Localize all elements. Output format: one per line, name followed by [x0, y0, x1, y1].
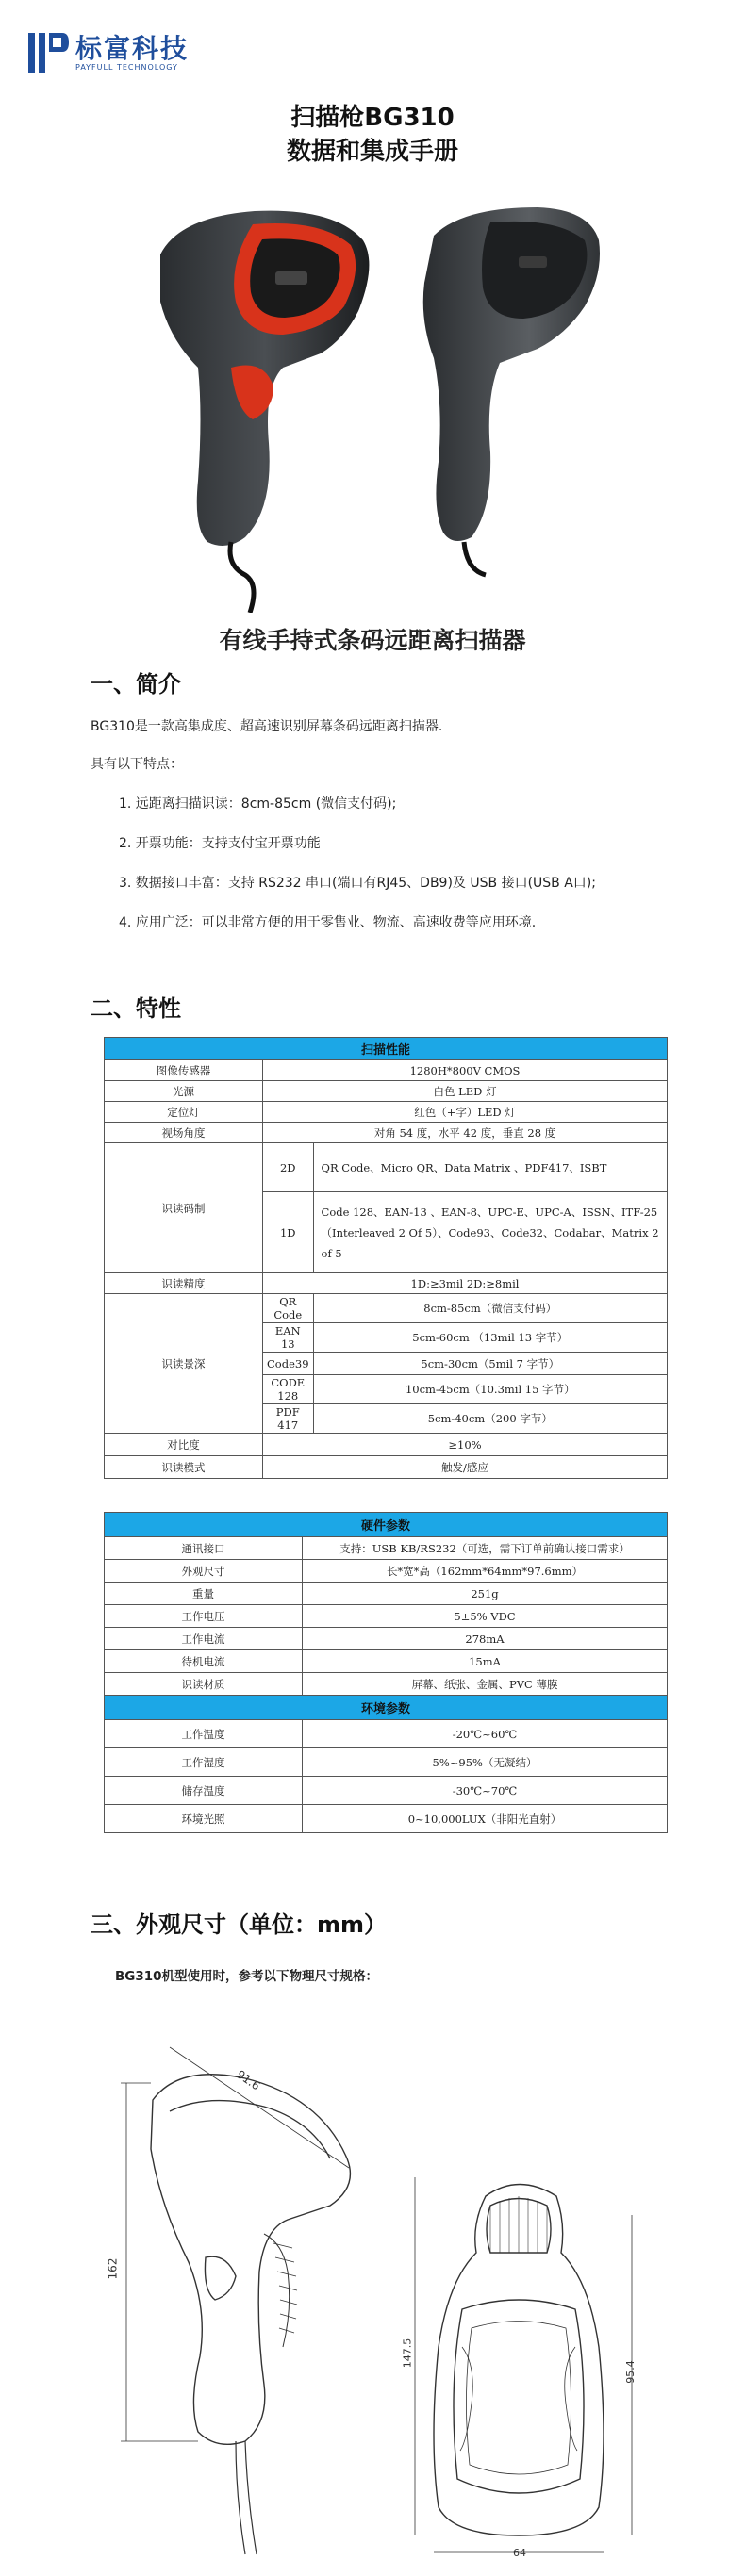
logo-tagline: PAYFULL TECHNOLOGY: [75, 62, 178, 72]
side-view-drawing: [94, 2026, 377, 2568]
table-cell: 屏幕、纸张、金属、PVC 薄膜: [303, 1673, 668, 1696]
table-cell: 1D:≥3mil 2D:≥8mil: [263, 1273, 668, 1294]
logo-icon: [26, 29, 70, 76]
table-cell: EAN 13: [263, 1323, 314, 1353]
table-cell: 1280H*800V CMOS: [263, 1060, 668, 1081]
table-cell: 2D: [263, 1143, 314, 1192]
table-cell: 支持：USB KB/RS232（可选，需下订单前确认接口需求）: [303, 1537, 668, 1560]
table-cell: 外观尺寸: [105, 1560, 303, 1583]
table-cell: 5±5% VDC: [303, 1605, 668, 1628]
table-cell: 识读材质: [105, 1673, 303, 1696]
table-cell: 8cm-85cm（微信支付码）: [313, 1294, 667, 1323]
height-dimension: 162: [106, 2257, 120, 2280]
table-cell: ≥10%: [263, 1434, 668, 1456]
scan-performance-table: [104, 1037, 668, 1479]
feature-item: 3. 数据接口丰富：支持 RS232 串口(端口有RJ45、DB9)及 USB 接口(USB A口);: [119, 876, 596, 891]
table-cell: 重量: [105, 1583, 303, 1605]
table-cell: 白色 LED 灯: [263, 1081, 668, 1102]
table-header: 环境参数: [105, 1696, 668, 1720]
table-cell: -20℃~60℃: [303, 1720, 668, 1748]
scanner-photo-side: [396, 198, 613, 616]
doc-subtitle: 数据和集成手册: [286, 138, 458, 166]
doc-title: 扫描枪BG310: [290, 104, 455, 132]
table-cell: 15mA: [303, 1650, 668, 1673]
logo-name: 标富科技: [75, 32, 190, 64]
hardware-table: [104, 1512, 668, 1833]
table-cell: 5cm-30cm（5mil 7 字节）: [313, 1353, 667, 1375]
section-intro-heading: 一、简介: [91, 671, 181, 697]
table-cell: 定位灯: [105, 1102, 263, 1123]
table-cell: 工作电流: [105, 1628, 303, 1650]
section-dimensions-heading: 三、外观尺寸（单位：mm）: [91, 1911, 388, 1938]
front-height-dimension: 147.5: [401, 2338, 414, 2369]
table-header: 扫描性能: [105, 1038, 668, 1060]
features-label: 具有以下特点：: [91, 757, 183, 772]
table-cell: 识读精度: [105, 1273, 263, 1294]
dimensions-note: BG310机型使用时，参考以下物理尺寸规格：: [115, 1969, 379, 1984]
feature-item: 2. 开票功能：支持支付宝开票功能: [119, 836, 321, 851]
feature-item: 4. 应用广泛：可以非常方便的用于零售业、物流、高速收费等应用环境.: [119, 915, 537, 930]
table-cell: PDF 417: [263, 1404, 314, 1434]
table-cell: 光源: [105, 1081, 263, 1102]
table-cell: 1D: [263, 1192, 314, 1273]
table-cell: 5cm-40cm（200 字节）: [313, 1404, 667, 1434]
table-cell: 10cm-45cm（10.3mil 15 字节）: [313, 1375, 667, 1404]
table-cell: 5cm-60cm （13mil 13 字节）: [313, 1323, 667, 1353]
table-cell: 0~10,000LUX（非阳光直射）: [303, 1805, 668, 1833]
table-cell: 工作温度: [105, 1720, 303, 1748]
table-cell: 识读码制: [105, 1143, 263, 1273]
table-cell: 图像传感器: [105, 1060, 263, 1081]
table-cell: QR Code、Micro QR、Data Matrix 、PDF417、ISBT: [313, 1143, 667, 1192]
company-logo: [26, 26, 189, 79]
scanner-photo-front: [141, 198, 387, 616]
table-cell: CODE 128: [263, 1375, 314, 1404]
table-cell: 278mA: [303, 1628, 668, 1650]
bottom-dimension: 64: [513, 2547, 526, 2559]
top-dimension: 91.6: [234, 2067, 263, 2093]
table-cell: 工作湿度: [105, 1748, 303, 1777]
product-subtitle: 有线手持式条码远距离扫描器: [219, 627, 526, 654]
table-cell: 对比度: [105, 1434, 263, 1456]
table-cell: 工作电压: [105, 1605, 303, 1628]
table-cell: QR Code: [263, 1294, 314, 1323]
table-cell: 红色（+字）LED 灯: [263, 1102, 668, 1123]
intro-text: BG310是一款高集成度、超高速识别屏幕条码远距离扫描器.: [91, 719, 443, 734]
table-cell: 长*宽*高（162mm*64mm*97.6mm）: [303, 1560, 668, 1583]
section-features-heading: 二、特性: [91, 995, 181, 1022]
table-cell: 识读景深: [105, 1294, 263, 1434]
table-cell: Code39: [263, 1353, 314, 1375]
table-cell: 251g: [303, 1583, 668, 1605]
table-cell: 储存温度: [105, 1777, 303, 1805]
table-cell: -30℃~70℃: [303, 1777, 668, 1805]
front-width-dimension: 95.4: [623, 2360, 637, 2384]
table-cell: 触发/感应: [263, 1456, 668, 1479]
table-cell: Code 128、EAN-13 、EAN-8、UPC-E、UPC-A、ISSN、ITF-25（Interleaved 2 Of 5）、Code93、Code32、Codabar、Matrix 2 of 5: [313, 1192, 667, 1273]
table-cell: 环境光照: [105, 1805, 303, 1833]
front-view-drawing: [396, 2158, 651, 2568]
feature-item: 1. 远距离扫描识读：8cm-85cm (微信支付码);: [119, 796, 397, 812]
table-cell: 识读模式: [105, 1456, 263, 1479]
table-cell: 通讯接口: [105, 1537, 303, 1560]
table-cell: 待机电流: [105, 1650, 303, 1673]
table-cell: 对角 54 度，水平 42 度，垂直 28 度: [263, 1123, 668, 1143]
table-cell: 5%~95%（无凝结）: [303, 1748, 668, 1777]
table-cell: 视场角度: [105, 1123, 263, 1143]
table-header: 硬件参数: [105, 1513, 668, 1537]
